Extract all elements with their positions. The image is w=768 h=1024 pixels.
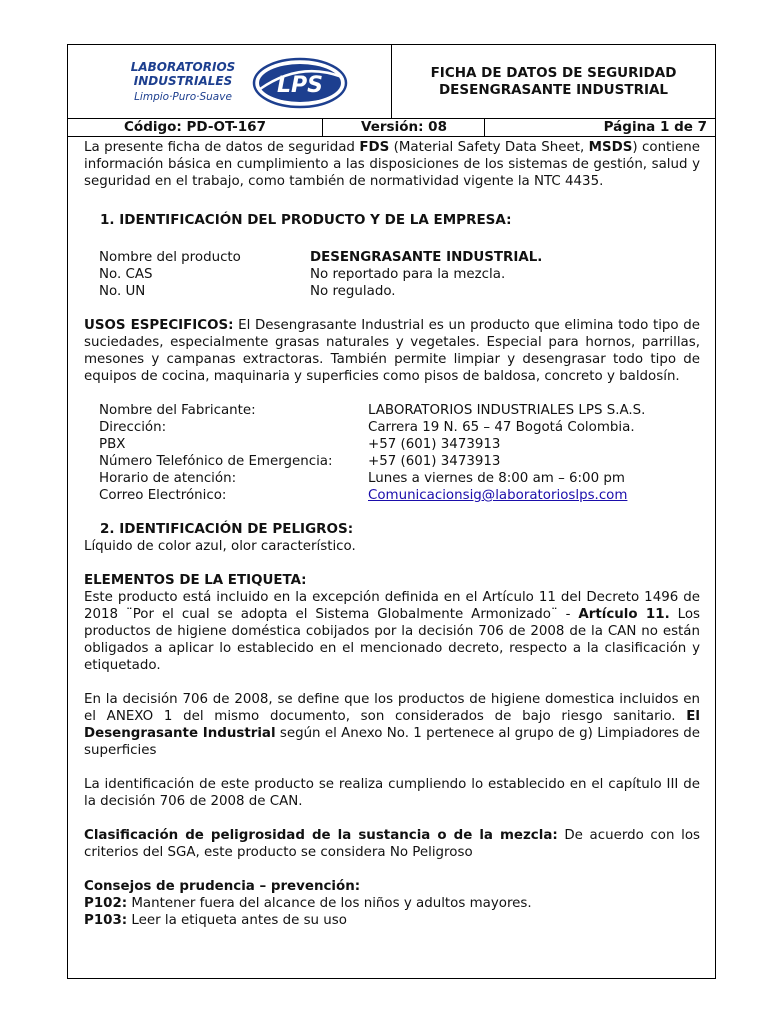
section2-heading: 2. IDENTIFICACIÓN DE PELIGROS: [100, 521, 354, 537]
p103-statement: P103: Leer la etiqueta antes de su uso [84, 913, 347, 928]
company-row: Número Telefónico de Emergencia: +57 (601) 3473913 [99, 454, 501, 469]
page-indicator: Página 1 de 7 [484, 118, 715, 136]
lps-logo [120, 55, 352, 110]
company-row: Nombre del Fabricante: LABORATORIOS INDUSTRIALES LPS S.A.S. [99, 403, 646, 418]
product-row: No. UN No regulado. [99, 284, 396, 299]
logo-tagline: Limpio·Puro·Suave [134, 91, 232, 103]
email-link[interactable]: Comunicacionsig@laboratorioslps.com [368, 488, 628, 503]
consejos-heading: Consejos de prudencia – prevención: [84, 879, 361, 894]
title-line1: FICHA DE DATOS DE SEGURIDAD [430, 65, 677, 81]
intro-paragraph: La presente ficha de datos de seguridad FDS (Material Safety Data Sheet, MSDS) contiene información básica en cumplimiento a las disposiciones de los sistemas de gestión, salud y seguridad en el trabajo, como también de normatividad vigente la NTC 4435. [84, 140, 700, 189]
product-row: Nombre del producto DESENGRASANTE INDUSTRIAL. [99, 250, 543, 265]
company-row: Dirección: Carrera 19 N. 65 – 47 Bogotá Colombia. [99, 420, 635, 435]
document-title [392, 65, 715, 99]
logo-line2: INDUSTRIALES [133, 74, 233, 88]
usos-especificos-paragraph: USOS ESPECIFICOS: El Desengrasante Industrial es un producto que elimina todo tipo de suciedades, especialmente grasas naturales y vegetales. Especial para hornos, parrillas, mesones y campanas extractoras. También permite limpiar y desengrasar todo tipo de equipos de cocina, maquinaria y superficies como pisos de baldosa, concreto y baldosín. [84, 318, 700, 384]
product-row: No. CAS No reportado para la mezcla. [99, 267, 506, 282]
elementos-etiqueta-heading: ELEMENTOS DE LA ETIQUETA: [84, 573, 307, 588]
p102-statement: P102: Mantener fuera del alcance de los niños y adultos mayores. [84, 896, 532, 911]
title-line2: DESENGRASANTE INDUSTRIAL [438, 82, 669, 98]
company-info-list [84, 402, 700, 504]
product-identification-list [84, 249, 700, 300]
elementos-paragraph-2: En la decisión 706 de 2008, se define que los productos de higiene domestica incluidos en el ANEXO 1 del mismo documento, son considerados de bajo riesgo sanitario. El Desengrasante Industrial según el Anexo No. 1 pertenece al grupo de g) Limpiadores de superficies [84, 692, 700, 758]
company-row: Horario de atención: Lunes a viernes de 8:00 am – 6:00 pm [99, 471, 625, 486]
document-version: Versión: 08 [322, 118, 485, 136]
document-header [68, 45, 715, 119]
document-frame [67, 44, 716, 979]
elementos-paragraph-3: La identificación de este producto se realiza cumpliendo lo establecido en el capítulo III de la decisión 706 de 2008 de CAN. [84, 777, 700, 809]
document-body [84, 139, 700, 929]
document-code: Código: PD-OT-167 [124, 119, 266, 135]
clasificacion-paragraph: Clasificación de peligrosidad de la sustancia o de la mezcla: De acuerdo con los criterios del SGA, este producto se considera No Peligroso [84, 828, 701, 860]
logo-mark-text: LPS [277, 73, 323, 98]
company-row-email: Correo Electrónico: Comunicacionsig@laboratorioslps.com [99, 488, 628, 503]
lps-mark-icon [254, 59, 346, 107]
document-meta-row [68, 118, 715, 137]
elementos-paragraph-1: Este producto está incluido en la excepción definida en el Artículo 11 del Decreto 1496 de 2018 ¨Por el cual se adopta el Sistema Globalmente Armonizado¨ - Artículo 11. Los productos de higiene doméstica cobijados por la decisión 706 de 2008 de la CAN no están obligados a aplicar lo establecido en el mencionado decreto, respecto a la clasificación y etiquetado. [84, 590, 701, 673]
company-row: PBX +57 (601) 3473913 [99, 437, 501, 452]
product-description: Líquido de color azul, olor característico. [84, 539, 356, 554]
logo-line1: LABORATORIOS [130, 60, 236, 74]
section1-heading: 1. IDENTIFICACIÓN DEL PRODUCTO Y DE LA EMPRESA: [100, 212, 512, 228]
